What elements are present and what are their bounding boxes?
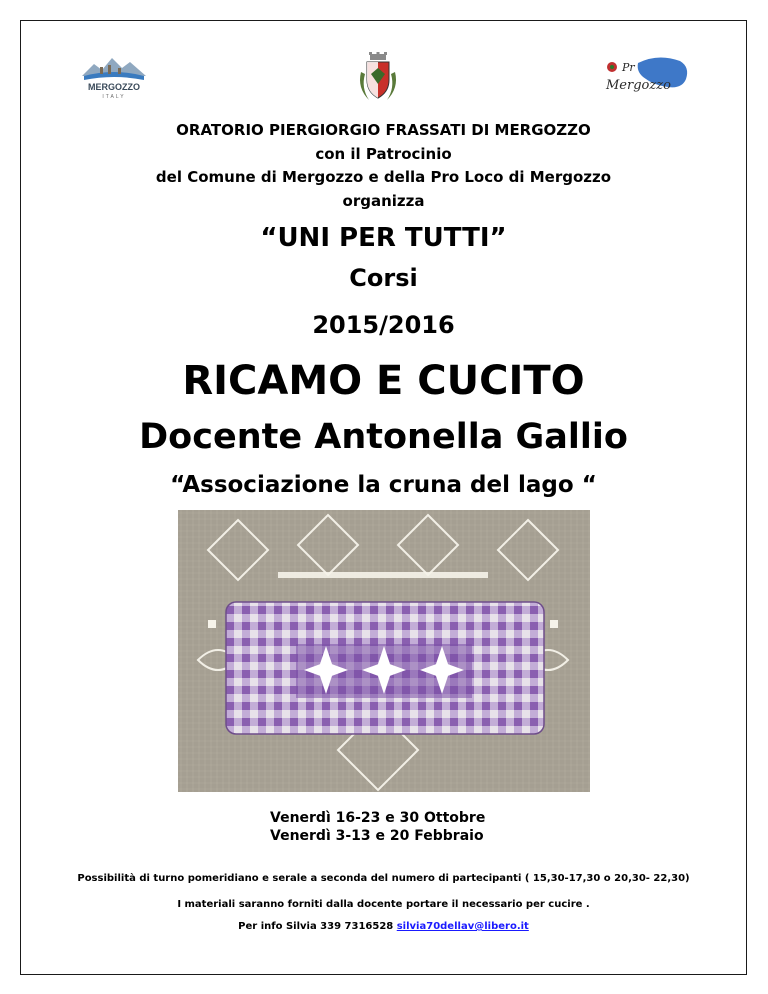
contact-line [20,920,747,934]
dates-october: Venerdì 16-23 e 30 Ottobre [270,810,486,826]
logo-left-text: MERGOZZO [88,82,140,92]
teacher-name: Docente Antonella Gallio [139,417,628,457]
organizes-line: organizza [342,192,425,210]
pro-loco-logo [598,53,692,97]
email-link[interactable]: silvia70dellav@libero.it [396,921,529,932]
program-title: “UNI PER TUTTI” [260,223,507,253]
shifts-note: Possibilità di turno pomeridiano e serale a seconda del numero di partecipanti ( 15,30-17,30 o 20,30- 22,30) [77,873,690,884]
embroidery-photo [178,510,590,792]
materials-note: I materiali saranno forniti dalla docente portare il necessario per cucire . [177,899,590,910]
svg-text:Pr: Pr [622,61,635,74]
association-name: “Associazione la cruna del lago “ [170,472,597,498]
logo-right-text: Mergozzo [606,78,671,93]
coat-of-arms-icon [355,50,401,104]
contact-prefix: Per info Silvia 339 7316528 [238,921,397,932]
patronage-line: con il Patrocinio [315,145,452,163]
year-label: 2015/2016 [312,311,455,339]
mergozzo-logo [78,50,150,100]
logo-left-subtext: ITALY [102,94,126,100]
dates-february: Venerdì 3-13 e 20 Febbraio [270,828,484,844]
patronage-detail-line: del Comune di Mergozzo e della Pro Loco di Mergozzo [155,168,612,186]
organizer-line: ORATORIO PIERGIORGIO FRASSATI DI MERGOZZO [176,121,591,139]
course-title: RICAMO E CUCITO [182,358,585,404]
courses-label: Corsi [349,264,418,292]
